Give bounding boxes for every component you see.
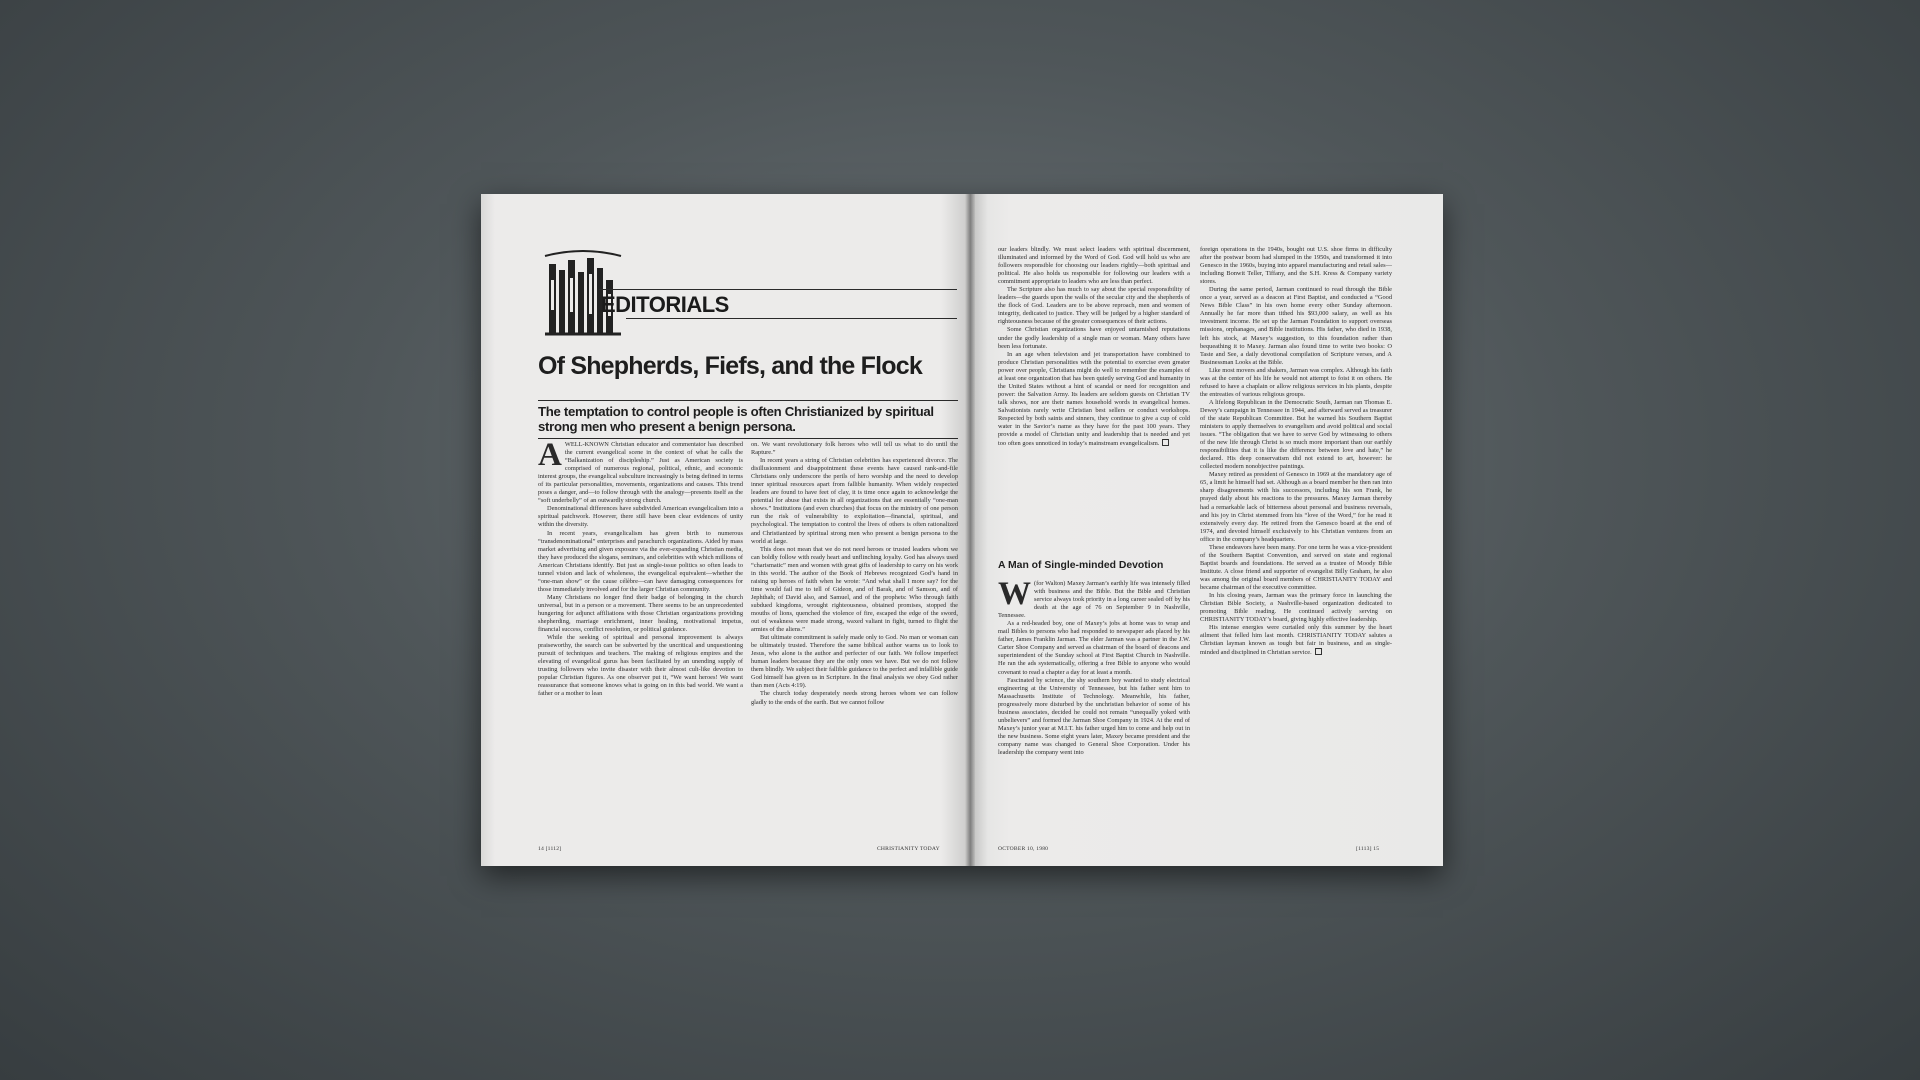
magazine-spread: [481, 194, 1443, 866]
folio-page-number: 14 [1112]: [538, 846, 562, 852]
paragraph: His intense energies were curtailed only this summer by the heart ailment that felled him last month. CHRISTIANITY TODAY salutes a Christian layman known as tough but fair in business, and as single-minded and disciplined in Christian service.: [1200, 624, 1392, 657]
right-column-2: [1200, 246, 1392, 838]
paragraph: foreign operations in the 1940s, bought out U.S. shoe firms in difficulty after the postwar boom had slumped in the 1950s, and transformed it into Genesco in the 1960s, buying into apparel manufacturing and retail sales—including Bonwit Teller, Tiffany, and the S.H. Kress & Company variety stores.: [1200, 246, 1392, 286]
paragraph: During the same period, Jarman continued to read through the Bible once a year, served as a deacon at First Baptist, and conducted a “Good News Bible Class” in his own home every other Sunday afternoon. Annually he far more than tithed his $93,000 salary, as well as his investment income. He set up the Jarman Foundation to support overseas missions, orphanages, and Bible institutions. His father, who died in 1938, left his stock, at Maxey’s suggestion, to this foundation rather than bequeathing it to Maxey. Jarman also found time to write two books: O Taste and See, a daily devotional compilation of Scripture verses, and A Businessman Looks at the Bible.: [1200, 286, 1392, 366]
right-column-1-bottom: [998, 576, 1190, 838]
paragraph: These endeavors have been many. For one term he was a vice-president of the Southern Baptist Convention, and served on state and regional Baptist boards and foundations. He served as a trustee of Moody Bible Institute. A close friend and supporter of evangelist Billy Graham, he also was among the original board members of CHRISTIANITY TODAY and became chairman of the executive committee.: [1200, 543, 1392, 591]
drop-cap: A: [538, 437, 562, 473]
paragraph: Fascinated by science, the shy southern boy wanted to study electrical engineering at the University of Tennessee, but his father sent him to Massachusetts Institute of Technology. Meanwhile, his father, progressively more disturbed by the unchristian behavior of some of his business associates, decided he could not remain “unequally yoked with unbelievers” and formed the Jarman Shoe Company in 1924. At the end of Maxey’s junior year at M.I.T. his father urged him to come and help out in the new business. Some eight years later, Maxey became president and the company name was changed to General Shoe Corporation. Under his leadership the company went into: [998, 676, 1190, 756]
right-page: [970, 194, 1443, 866]
paragraph: In his closing years, Jarman was the primary force in launching the Christian Bible Society, a Nashville-based organization dedicated to promoting Bible reading. He continued actively serving on CHRISTIANITY TODAY’s board, giving highly effective leadership.: [1200, 592, 1392, 624]
left-column-1: [538, 437, 743, 836]
paragraph: The church today desperately needs strong heroes whom we can follow gladly to the ends of the earth. But we cannot follow: [751, 690, 958, 706]
paragraph: on. We want revolutionary folk heroes who will tell us what to do until the Rapture.”: [751, 441, 958, 457]
paragraph: Some Christian organizations have enjoyed untarnished reputations under the godly leadership of a single man or woman. Many others have been less fortunate.: [998, 326, 1190, 350]
article-deck: The temptation to control people is often Christianized by spiritual strong men who present a benign persona.: [538, 404, 934, 434]
folio-date: OCTOBER 10, 1980: [998, 846, 1049, 852]
paragraph: In recent years a string of Christian celebrities has experienced divorce. The disillusionment and disappointment these events have caused rank-and-file Christians only underscore the perils of hero worship and the need to develop inner spiritual resources apart from fallible humanity. When widely respected leaders are found to have feet of clay, it is time once again to acknowledge the potential for abuse that exists in all organizations that are essentially “one-man shows.” Institutions (and even churches) that focus on the ministry of one person run the risk of vulnerability to exploitation—financial, spiritual, and psychological. The temptation to control the lives of others is often rationalized and Christianized by spiritual strong men who present a benign persona to the world at large.: [751, 457, 958, 545]
paragraph: While the seeking of spiritual and personal improvement is always praiseworthy, the search can be subverted by the uncritical and unquestioning pursuit of techniques and teachers. The making of religious empires and the elevating of evangelical gurus has been facilitated by an unending supply of trusting followers who invite disaster with their almost cult-like devotion to popular Christian figures. As one observer put it, “We want heroes! We want reassurance that someone knows what is going on in this bad world. We want a father or a mother to lean: [538, 634, 743, 698]
article-title: Of Shepherds, Fiefs, and the Flock: [538, 352, 922, 380]
paragraph: Like most movers and shakers, Jarman was complex. Although his faith was at the center of his life he would not attempt to foist it on others. He refused to have a chaplain or allow religious services in his plants, despite the entreaties of various religious groups.: [1200, 366, 1392, 398]
paragraph: Many Christians no longer find their badge of belonging in the church universal, but in a person or a movement. There seems to be an unprecedented hungering for adjunct affiliations with those Christian organizations providing shepherding, marriage enrichment, inner healing, motivational impetus, financial success, conflict resolution, or political guidance.: [538, 593, 743, 634]
gutter-shadow: [965, 194, 975, 866]
deck-rule-bottom: [538, 438, 958, 439]
paragraph: But ultimate commitment is safely made only to God. No man or woman can be ultimately trusted. Therefore the same biblical author warns us to look to Jesus, who alone is the author and perfecter of our faith. We follow imperfect human leaders because they are the only ones we have. But we do not follow them blindly. We subject their fallible guidance to the perfect and infallible guide God himself has given us in Scripture. In the final analysis we obey God rather than men (Acts 4:19).: [751, 634, 958, 690]
paragraph: our leaders blindly. We must select leaders with spiritual discernment, illuminated and informed by the Word of God. God will hold us who are followers responsible for choosing our leaders rightly—both spiritual and political. He also holds us responsible for following our leaders with a commitment appropriate to leaders who are less than perfect.: [998, 246, 1190, 286]
masthead-rule: [599, 289, 957, 290]
paragraph: In recent years, evangelicalism has given birth to numerous “transdenominational” enterprises and parachurch organizations. Aided by mass market advertising and given exposure via the ever-expanding Christian media, they have produced the slogans, seminars, and celebrities with which millions of American Christians identify. But just as single-issue politics so often leads to tunnel vision and lack of wholeness, the evangelical equivalent—whether the “one-man show” or the cause célèbre—can have damaging consequences for those immediately involved and for the larger Christian community.: [538, 529, 743, 593]
paragraph: In an age when television and jet transportation have combined to produce Christian personalities with the potential to exercise even greater power over people, Christians might do well to remember the examples of at least one organization that has been quietly serving God and humanity in the United States without a hint of scandal or need for recognition and power: the Salvation Army. Its leaders are seldom guests on Christian TV talk shows, nor are their names household words in evangelical homes. Salvationists rarely write Christian best sellers or conduct workshops. Respected by both saints and sinners, they continue to give a cup of cold water in the Savior’s name as they have for the past 100 years. They provide a model of Christian unity and leadership that is needed and yet too often goes unnoticed in today’s mainstream evangelicalism.: [998, 350, 1190, 448]
drop-cap: W: [998, 576, 1031, 612]
paragraph: A lifelong Republican in the Democratic South, Jarman ran Thomas E. Dewey’s campaign in Tennessee in 1944, and afterward served as treasurer of the state Republican Committee. But he warned his Southern Baptist ministers to apply themselves to evangelism and avoid political and social issues. “The obligation that we have to serve God by witnessing to others of the new life through Christ is so much more important than our earthly responsibilities that it is like the difference between love and hate,” he declared. His deep conservatism did not extend to art, however: he collected modern nonobjective paintings.: [1200, 398, 1392, 471]
right-column-1-top: [998, 246, 1190, 544]
subhead: A Man of Single-minded Devotion: [998, 560, 1164, 571]
folio-magazine-name: CHRISTIANITY TODAY: [877, 846, 940, 852]
paragraph: As a red-headed boy, one of Maxey’s jobs at home was to wrap and mail Bibles to persons who had responded to newspaper ads placed by his father, James Franklin Jarman. The elder Jarman was a partner in the J.W. Carter Shoe Company and served as chairman of the board of deacons and superintendent of the Sunday school at First Baptist Church in Nashville. He ran the ads systematically, offering a free Bible to anyone who would covenant to read a chapter a day for at least a month.: [998, 620, 1190, 676]
paragraph: AWELL-KNOWN Christian educator and commentator has described the current evangelical scene in the context of what he calls the “Balkanization of discipleship.” Just as American society is comprised of numerous regional, political, ethnic, and economic interest groups, the evangelical subculture increasingly is being defined in terms of its particular personalities, movements, organizations and causes. This trend poses a danger, and—to follow through with the analogy—presents itself as the “soft underbelly” of an outwardly strong church.: [538, 437, 743, 505]
masthead-rule-2: [626, 318, 957, 319]
paragraph: The Scripture also has much to say about the special responsibility of leaders—the guards upon the walls of the secular city and the shepherds of the flock of God. Leaders are to be above reproach, men and women of integrity, dedicated to justice. They will be judged by a higher standard of righteousness because of the greater consequences of their actions.: [998, 286, 1190, 326]
folio-right-page-number: [1113] 15: [1356, 846, 1380, 852]
paragraph: Denominational differences have subdivided American evangelicalism into a spiritual patchwork. However, there still have been clear evidences of unity within the diversity.: [538, 505, 743, 529]
section-label: EDITORIALS: [601, 292, 729, 317]
deck-rule: [538, 400, 958, 401]
paragraph: W (for Walton) Maxey Jarman’s earthly life was intensely filled with business and the Bible. But the Bible and Christian service always took priority in a long career sealed off by his death at the age of 76 on September 9 in Nashville, Tennessee.: [998, 576, 1190, 620]
paragraph: Maxey retired as president of Genesco in 1969 at the mandatory age of 65, a limit he himself had set. Although as a board member he then ran into sharp disagreements with his successors, including his son Frank, he prayed daily about his reactions to the pressures. Maxey Jarman thereby had a remarkable lack of bitterness about personal and business reversals, and his joy in Christ stemmed from his “love of the Word,” for he read it extensively every day. He retired from the Genesco board at the end of 1974, and devoted himself exclusively to his Christian ventures from an office in the company’s headquarters.: [1200, 471, 1392, 543]
left-page: [481, 194, 970, 866]
left-column-2: [751, 441, 958, 836]
paragraph: This does not mean that we do not need heroes or trusted leaders whom we can boldly follow with ready heart and unflinching loyalty. God has always used “charismatic” men and women with great gifts of leadership to carry on his work in this world. The author of the Book of Hebrews recognized God’s hand in raising up heroes of faith when he wrote: “And what shall I more say? for the time would fail me to tell of Gideon, and of Barak, and of Samson, and of Jephthah; of David also, and Samuel, and of the prophets: Who through faith subdued kingdoms, wrought righteousness, obtained promises, stopped the mouths of lions, quenched the violence of fire, escaped the edge of the sword, out of weakness were made strong, waxed valiant in fight, turned to flight the armies of the aliens.”: [751, 545, 958, 634]
end-mark-icon: [1162, 439, 1169, 446]
end-mark-icon: [1315, 648, 1322, 655]
